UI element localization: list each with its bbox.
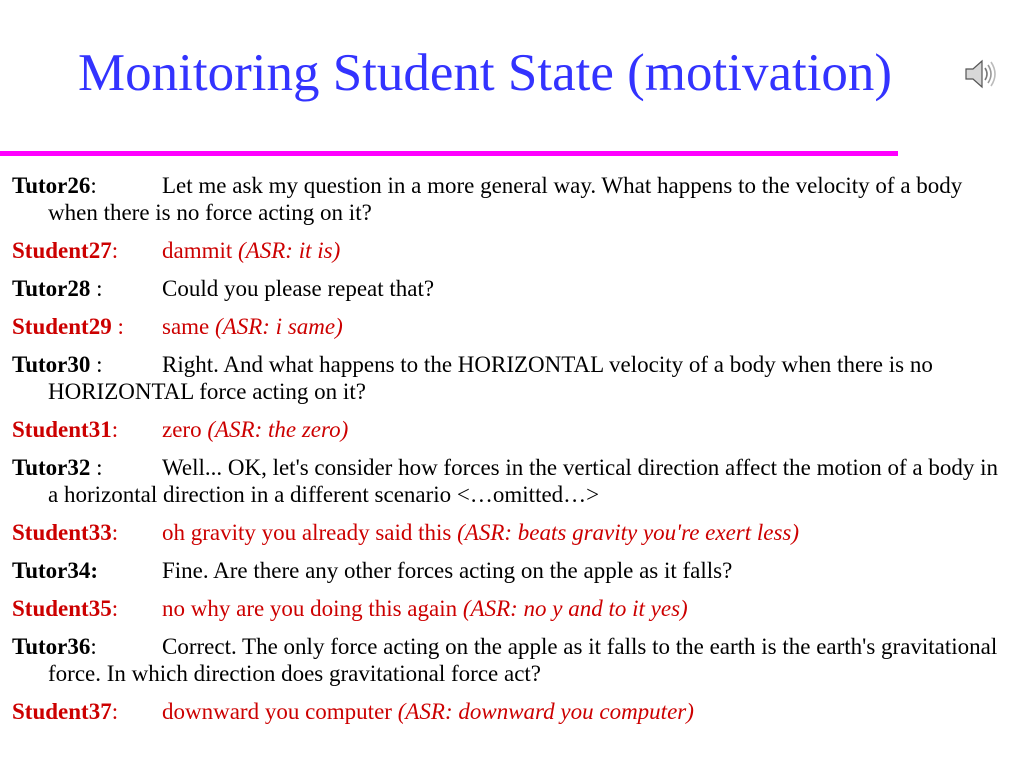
speaker-label <box>12 454 103 481</box>
speaker-separator: : <box>90 173 97 198</box>
utterance-text: dammit <box>162 238 239 263</box>
speaker-name: Student31 <box>12 417 112 442</box>
dialogue-turn-tutor30 <box>12 351 1012 405</box>
speaker-label <box>12 557 98 584</box>
speaker-separator: : <box>90 352 103 377</box>
speaker-label <box>12 313 124 340</box>
title-divider <box>0 151 898 156</box>
dialogue-turn-tutor36 <box>12 633 1012 687</box>
speaker-separator: : <box>90 276 103 301</box>
utterance <box>162 698 1012 725</box>
speaker-label <box>12 172 97 199</box>
asr-transcript: (ASR: beats gravity you're exert less) <box>457 520 800 545</box>
utterance <box>162 416 1012 443</box>
utterance-text: Let me ask my question in a more general way. What happens to the velocity of a body when there is no force acting on it? <box>48 173 963 225</box>
utterance-text: zero <box>162 417 208 442</box>
speaker-name: Tutor26 <box>12 173 91 198</box>
speaker-label <box>12 416 118 443</box>
speaker-label <box>12 595 118 622</box>
utterance-text: Could you please repeat that? <box>162 276 435 301</box>
dialogue-turn-tutor28 <box>12 275 1012 302</box>
dialogue-turn-tutor26 <box>12 172 1012 226</box>
speaker-name: Tutor34: <box>12 558 99 583</box>
utterance-text: same <box>162 314 216 339</box>
dialogue-turn-student29 <box>12 313 1012 340</box>
utterance-text: Right. And what happens to the HORIZONTAL velocity of a body when there is no HORIZONTAL force acting on it? <box>48 352 933 404</box>
speaker-label <box>12 237 118 264</box>
speaker-separator: : <box>111 314 124 339</box>
speaker-icon[interactable] <box>962 56 998 92</box>
asr-transcript: (ASR: it is) <box>238 238 341 263</box>
speaker-name: Student37 <box>12 699 112 724</box>
utterance <box>162 519 1012 546</box>
speaker-separator: : <box>90 634 97 659</box>
utterance <box>162 237 1012 264</box>
utterance-text: downward you computer <box>162 699 398 724</box>
speaker-separator: : <box>111 417 119 442</box>
slide-title: Monitoring Student State (motivation) <box>78 44 893 102</box>
dialogue-turn-student35 <box>12 595 1012 622</box>
speaker-separator: : <box>111 238 119 263</box>
utterance-text: Well... OK, let's consider how forces in the vertical direction affect the motion of a body in a horizontal direction in a different scenario <…omitted…> <box>48 455 999 507</box>
speaker-name: Tutor28 <box>12 276 91 301</box>
speaker-name: Student33 <box>12 520 112 545</box>
utterance-text: Correct. The only force acting on the apple as it falls to the earth is the earth's gravitational force. In which direction does gravitational force act? <box>48 634 998 686</box>
asr-transcript: (ASR: the zero) <box>207 417 349 442</box>
speaker-separator: : <box>90 455 103 480</box>
dialogue-turn-student31 <box>12 416 1012 443</box>
speaker-label <box>12 275 103 302</box>
speaker-name: Tutor32 <box>12 455 91 480</box>
speaker-name: Tutor36 <box>12 634 91 659</box>
speaker-name: Student35 <box>12 596 112 621</box>
dialogue-turn-tutor32 <box>12 454 1012 508</box>
utterance-text: Fine. Are there any other forces acting on the apple as it falls? <box>162 558 733 583</box>
speaker-separator: : <box>111 596 119 621</box>
asr-transcript: (ASR: i same) <box>215 314 343 339</box>
utterance <box>162 313 1012 340</box>
asr-transcript: (ASR: no y and to it yes) <box>462 596 688 621</box>
asr-transcript: (ASR: downward you computer) <box>397 699 694 724</box>
utterance-text: oh gravity you already said this <box>162 520 458 545</box>
speaker-separator: : <box>111 699 119 724</box>
dialogue-turn-student33 <box>12 519 1012 546</box>
speaker-label <box>12 633 97 660</box>
speaker-name: Tutor30 <box>12 352 91 377</box>
speaker-name: Student27 <box>12 238 112 263</box>
speaker-name: Student29 <box>12 314 112 339</box>
dialogue-turn-student37 <box>12 698 1012 725</box>
utterance-text: no why are you doing this again <box>162 596 463 621</box>
dialogue-turn-tutor34 <box>12 557 1012 584</box>
speaker-label <box>12 519 118 546</box>
speaker-separator: : <box>111 520 119 545</box>
utterance <box>162 595 1012 622</box>
dialogue-turn-student27 <box>12 237 1012 264</box>
speaker-label <box>12 351 103 378</box>
speaker-label <box>12 698 118 725</box>
dialogue-transcript <box>12 172 1012 736</box>
